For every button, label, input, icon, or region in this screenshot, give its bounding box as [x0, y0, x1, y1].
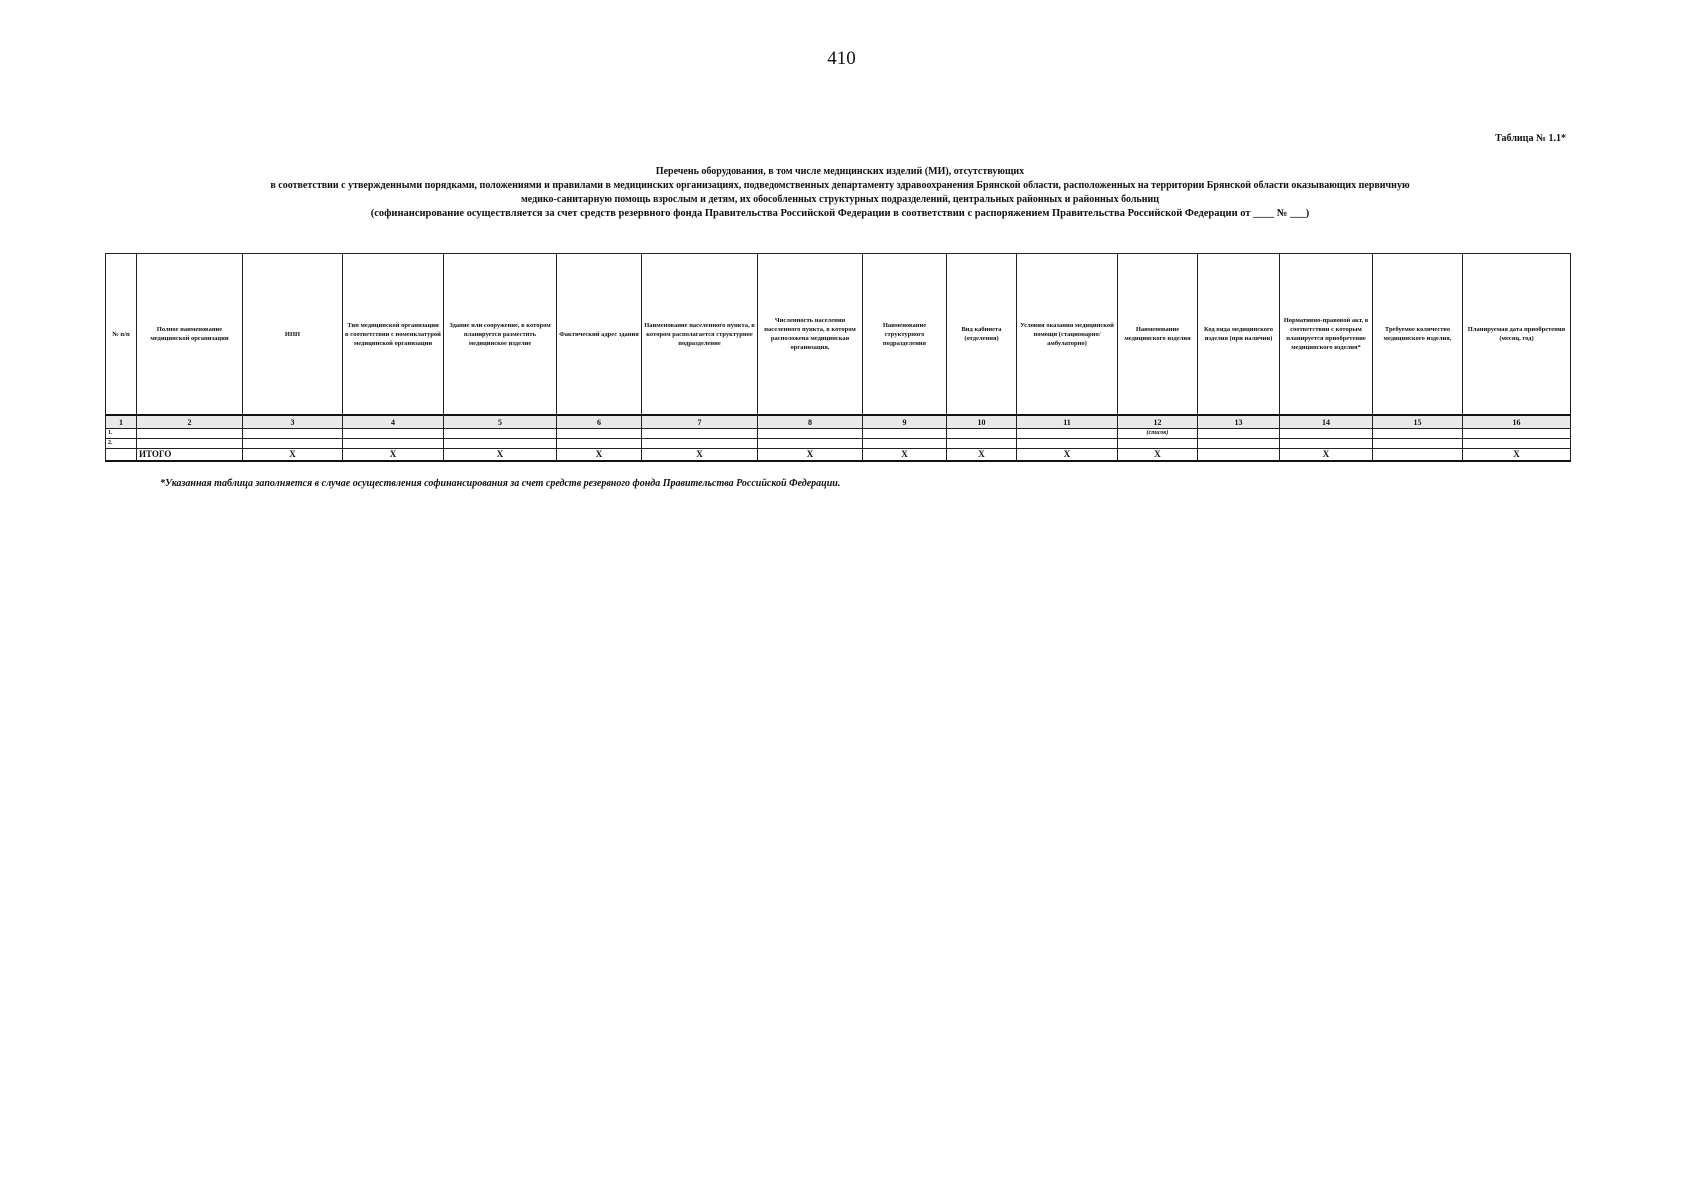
table-cell: [243, 439, 343, 449]
table-cell: [642, 439, 758, 449]
header-cell: Численность населения населенного пункта, в котором расположена медицинская организация,: [758, 254, 863, 416]
table-cell: [137, 439, 243, 449]
header-cell: Планируемая дата приобретения (месяц, год): [1463, 254, 1571, 416]
total-row: [106, 449, 1571, 462]
column-number: 5: [444, 415, 557, 429]
header-cell: Условия оказания медицинской помощи (стационарно/амбулаторно): [1017, 254, 1118, 416]
header-cell: Тип медицинской организации в соответствии с номенклатурой медицинской организации: [343, 254, 444, 416]
column-number: 3: [243, 415, 343, 429]
document-heading: [130, 165, 1550, 221]
total-cell: X: [863, 449, 947, 462]
header-cell: № п/п: [106, 254, 137, 416]
header-cell: ИНН: [243, 254, 343, 416]
total-cell: X: [1118, 449, 1198, 462]
header-cell: Здание или сооружение, в котором планируется разместить медицинское изделие: [444, 254, 557, 416]
table-cell: [557, 439, 642, 449]
header-cell: Требуемое количество медицинского изделия,: [1373, 254, 1463, 416]
total-cell: X: [758, 449, 863, 462]
page-number: 410: [827, 48, 856, 69]
heading-line-3: медико-санитарную помощь взрослым и детям, их обособленных структурных подразделений, центральных районных и районных больниц: [520, 194, 1159, 205]
header-cell: Нормативно-правовой акт, в соответствии с которым планируется приобретение медицинского изделия*: [1280, 254, 1373, 416]
table-cell: [1280, 439, 1373, 449]
table-cell: [642, 429, 758, 439]
total-cell: X: [1463, 449, 1571, 462]
total-cell: [106, 449, 137, 462]
column-number: 14: [1280, 415, 1373, 429]
total-cell: X: [444, 449, 557, 462]
header-cell: Наименование медицинского изделия: [1118, 254, 1198, 416]
table-cell-note: (список): [1118, 429, 1198, 439]
row-number: 2.: [106, 439, 137, 449]
row-number: 1.: [106, 429, 137, 439]
total-cell: X: [557, 449, 642, 462]
heading-line-4: (софинансирование осуществляется за счет средств резервного фонда Правительства Российской Федерации в соответствии с распоряжением Правительства Российской Федерации от ____ № ___): [370, 208, 1310, 219]
table-cell: [863, 429, 947, 439]
column-number: 11: [1017, 415, 1118, 429]
column-number: 12: [1118, 415, 1198, 429]
total-cell: X: [947, 449, 1017, 462]
column-number: 10: [947, 415, 1017, 429]
table-cell: [343, 429, 444, 439]
total-label: ИТОГО: [137, 449, 243, 462]
table-cell: [1373, 429, 1463, 439]
column-number: 16: [1463, 415, 1571, 429]
total-cell: X: [642, 449, 758, 462]
heading-line-1: Перечень оборудования, в том числе медицинских изделий (МИ), отсутствующих: [655, 166, 1025, 177]
equipment-table: [105, 253, 1571, 462]
column-number: 13: [1198, 415, 1280, 429]
column-number-row: [106, 415, 1571, 429]
table-row: [106, 429, 1571, 439]
table-cell: [1017, 439, 1118, 449]
footnote: *Указанная таблица заполняется в случае осуществления софинансирования за счет средств резервного фонда Правительства Российской Федерации.: [160, 478, 841, 489]
total-cell: X: [1017, 449, 1118, 462]
table-cell: [243, 429, 343, 439]
heading-line-2: в соответствии с утвержденными порядками, положениями и правилами в медицинских организациях, подведомственных департаменту здравоохранения Брянской области, расположенных на территории Брянской области оказывающих первичную: [270, 180, 1410, 191]
table-cell: [863, 439, 947, 449]
column-number: 1: [106, 415, 137, 429]
header-cell: Наименование населенного пункта, в котором располагается структурное подразделение: [642, 254, 758, 416]
table-cell: [444, 439, 557, 449]
table-cell: [758, 429, 863, 439]
table-cell: [1463, 439, 1571, 449]
header-cell: Наименование структурного подразделения: [863, 254, 947, 416]
column-number: 9: [863, 415, 947, 429]
column-number: 15: [1373, 415, 1463, 429]
total-cell: [1373, 449, 1463, 462]
table-cell: [137, 429, 243, 439]
table-cell: [947, 439, 1017, 449]
column-number: 4: [343, 415, 444, 429]
table-cell: [1198, 429, 1280, 439]
header-row: [106, 254, 1571, 416]
table-cell: [343, 439, 444, 449]
table-cell: [1198, 439, 1280, 449]
table-cell: [557, 429, 642, 439]
header-cell: Вид кабинета (отделения): [947, 254, 1017, 416]
table-label: Таблица № 1.1*: [1495, 133, 1566, 144]
column-number: 6: [557, 415, 642, 429]
header-cell: Полное наименование медицинской организации: [137, 254, 243, 416]
table-cell: [1280, 429, 1373, 439]
column-number: 8: [758, 415, 863, 429]
table-cell: [1463, 429, 1571, 439]
total-cell: X: [343, 449, 444, 462]
table-cell: [1118, 439, 1198, 449]
column-number: 7: [642, 415, 758, 429]
table-cell: [1373, 439, 1463, 449]
total-cell: [1198, 449, 1280, 462]
table-cell: [1017, 429, 1118, 439]
total-cell: X: [1280, 449, 1373, 462]
table-row: [106, 439, 1571, 449]
column-number: 2: [137, 415, 243, 429]
table-cell: [947, 429, 1017, 439]
table-cell: [444, 429, 557, 439]
header-cell: Код вида медицинского изделия (при наличии): [1198, 254, 1280, 416]
header-cell: Фактический адрес здания: [557, 254, 642, 416]
total-cell: X: [243, 449, 343, 462]
table-cell: [758, 439, 863, 449]
